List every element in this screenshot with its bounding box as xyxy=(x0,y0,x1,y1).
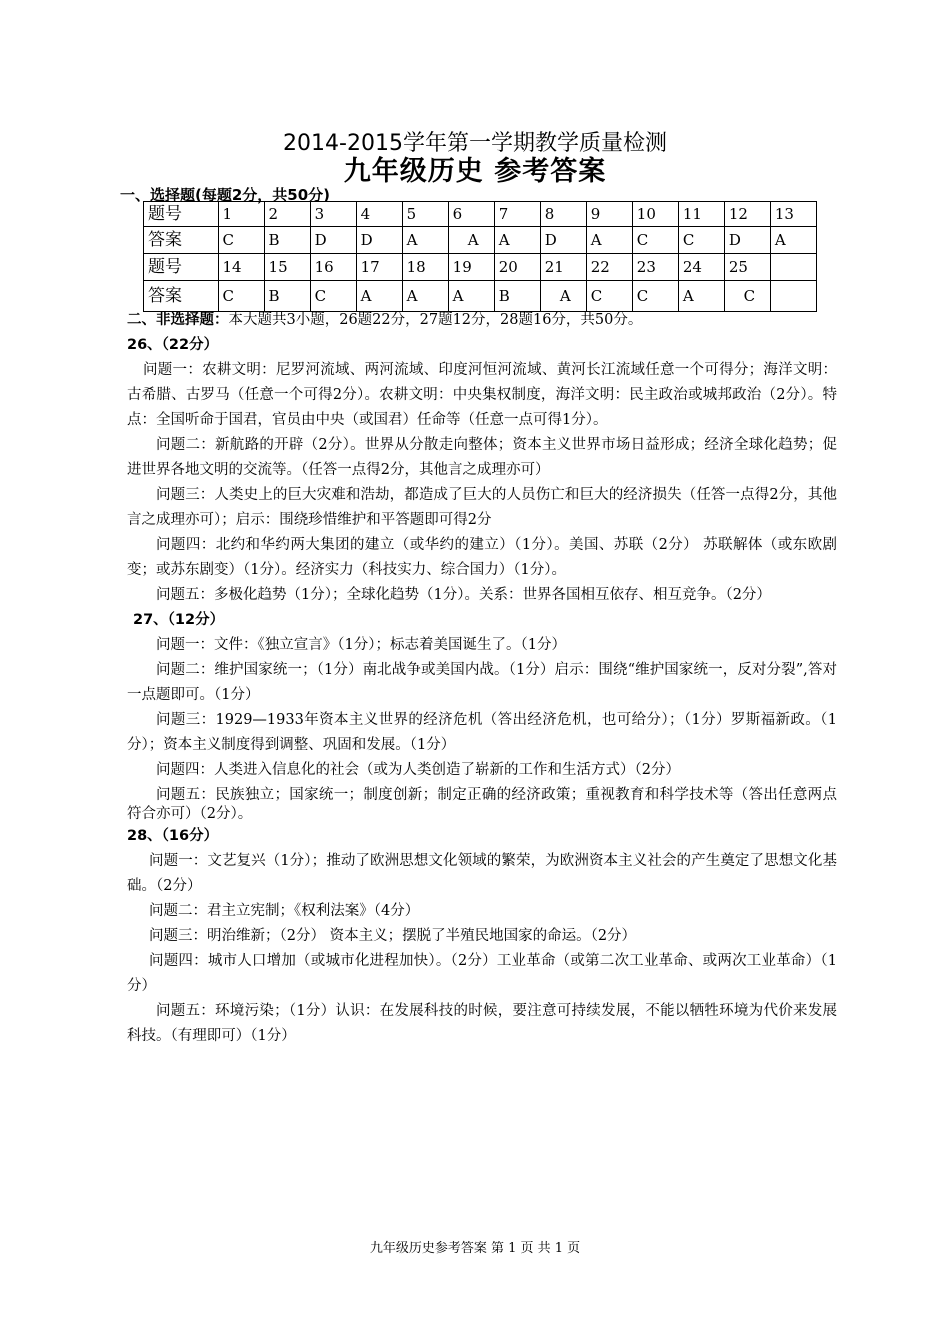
table-cell: B xyxy=(494,281,540,312)
table-cell: 答案 xyxy=(144,227,219,254)
q26-item-1: 问题一：农耕文明：尼罗河流域、两河流域、印度河恒河流域、黄河长江流域任意一个可得分；海洋文明：古希腊、古罗马（任意一个可得2分）。农耕文明：中央集权制度，海洋文明：民主政治或城邦政治（2分）。特点：全国听命于国君，官员由中央（或国君）任命等（任意一点可得1分）。 xyxy=(127,362,837,428)
table-cell: C xyxy=(218,227,264,254)
q26-item-4: 问题四：北约和华约两大集团的建立（或华约的建立）（1分）。美国、苏联（2分） 苏联解体（或东欧剧变；或苏东剧变）（1分）。经济实力（科技实力、综合国力）（1分）。 xyxy=(127,537,837,578)
table-cell: A xyxy=(678,281,724,312)
table-cell: 9 xyxy=(586,202,632,227)
table-cell: 1 xyxy=(218,202,264,227)
table-cell: 6 xyxy=(448,202,494,227)
table-cell: D xyxy=(310,227,356,254)
table-cell: C xyxy=(310,281,356,312)
table-cell: C xyxy=(218,281,264,312)
table-row xyxy=(144,254,817,281)
table-cell: D xyxy=(356,227,402,254)
table-cell: 20 xyxy=(494,254,540,281)
table-cell: 15 xyxy=(264,254,310,281)
q28-item-5: 问题五：环境污染；（1分）认识：在发展科技的时候，要注意可持续发展，不能以牺牲环境为代价来发展科技。（有理即可）（1分） xyxy=(127,1003,837,1044)
answer-body xyxy=(127,308,837,1049)
document-subtitle: 九年级历史 参考答案 xyxy=(343,156,607,187)
table-cell: A xyxy=(448,281,494,312)
document-title: 2014-2015学年第一学期教学质量检测 xyxy=(283,131,667,156)
table-cell: 23 xyxy=(632,254,678,281)
table-cell: A xyxy=(402,281,448,312)
table-cell: C xyxy=(632,227,678,254)
table-cell: 题号 xyxy=(144,202,219,227)
table-cell: 12 xyxy=(724,202,770,227)
table-cell: 题号 xyxy=(144,254,219,281)
table-cell: A xyxy=(494,227,540,254)
table-cell: B xyxy=(264,281,310,312)
q28-item-2: 问题二：君主立宪制；《权利法案》（4分） xyxy=(149,903,420,919)
table-cell: C xyxy=(724,281,770,312)
table-cell: A xyxy=(356,281,402,312)
table-row xyxy=(144,227,817,254)
section2-desc: 本大题共3小题，26题22分，27题12分，28题16分，共50分。 xyxy=(228,312,643,328)
table-cell: 21 xyxy=(540,254,586,281)
table-cell: B xyxy=(264,227,310,254)
table-cell: 13 xyxy=(770,202,816,227)
table-cell xyxy=(770,281,816,312)
table-cell: 4 xyxy=(356,202,402,227)
q27-item-4: 问题四：人类进入信息化的社会（或为人类创造了崭新的工作和生活方式）（2分） xyxy=(156,762,680,778)
table-cell: 8 xyxy=(540,202,586,227)
page-footer: 九年级历史参考答案 第 1 页 共 1 页 xyxy=(369,1241,581,1256)
table-cell: C xyxy=(678,227,724,254)
section2-label: 二、非选择题： xyxy=(127,312,229,328)
table-cell: 17 xyxy=(356,254,402,281)
q27-heading: 27、（12分） xyxy=(133,612,225,628)
table-cell: 5 xyxy=(402,202,448,227)
table-cell: A xyxy=(586,227,632,254)
section2-heading xyxy=(127,308,837,333)
q28-item-3: 问题三：明治维新；（2分） 资本主义；摆脱了半殖民地国家的命运。（2分） xyxy=(149,928,637,944)
table-cell: 11 xyxy=(678,202,724,227)
table-row xyxy=(144,202,817,227)
table-cell: 16 xyxy=(310,254,356,281)
table-cell: C xyxy=(632,281,678,312)
q26-item-2: 问题二：新航路的开辟（2分）。世界从分散走向整体；资本主义世界市场日益形成；经济全球化趋势；促进世界各地文明的交流等。（任答一点得2分，其他言之成理亦可） xyxy=(127,437,837,478)
table-cell: A xyxy=(402,227,448,254)
table-cell: 14 xyxy=(218,254,264,281)
q28-heading: 28、（16分） xyxy=(127,828,219,844)
table-cell: 19 xyxy=(448,254,494,281)
q28-item-4: 问题四：城市人口增加（或城市化进程加快）。（2分）工业革命（或第二次工业革命、或两次工业革命）（1分） xyxy=(127,953,837,994)
table-cell: D xyxy=(540,227,586,254)
q28-item-1: 问题一：文艺复兴（1分）；推动了欧洲思想文化领域的繁荣，为欧洲资本主义社会的产生奠定了思想文化基础。（2分） xyxy=(127,853,837,894)
table-cell: A xyxy=(448,227,494,254)
table-cell: 答案 xyxy=(144,281,219,312)
q27-item-2: 问题二：维护国家统一；（1分）南北战争或美国内战。（1分）启示：围绕“维护国家统一，反对分裂”,答对一点题即可。（1分） xyxy=(127,662,837,703)
table-cell: D xyxy=(724,227,770,254)
q27-item-5: 问题五：民族独立；国家统一；制度创新；制定正确的经济政策；重视教育和科学技术等（答出任意两点符合亦可）（2分）。 xyxy=(127,787,837,822)
table-cell: 7 xyxy=(494,202,540,227)
section1-heading: 一、选择题(每题2分，共50分) xyxy=(120,186,331,204)
q27-item-1: 问题一：文件：《独立宣言》（1分）；标志着美国诞生了。（1分） xyxy=(156,637,566,653)
table-cell: A xyxy=(770,227,816,254)
q26-item-3: 问题三：人类史上的巨大灾难和浩劫，都造成了巨大的人员伤亡和巨大的经济损失（任答一点得2分，其他言之成理亦可）；启示：围绕珍惜维护和平答题即可得2分 xyxy=(127,487,837,528)
table-cell: C xyxy=(586,281,632,312)
table-row xyxy=(144,281,817,312)
table-cell: 18 xyxy=(402,254,448,281)
table-cell: 10 xyxy=(632,202,678,227)
table-cell: 24 xyxy=(678,254,724,281)
table-cell: 3 xyxy=(310,202,356,227)
table-cell: 2 xyxy=(264,202,310,227)
answer-table xyxy=(143,201,817,312)
q26-item-5: 问题五：多极化趋势（1分）；全球化趋势（1分）。关系：世界各国相互依存、相互竞争。（2分） xyxy=(156,587,771,603)
table-cell: A xyxy=(540,281,586,312)
q26-heading: 26、（22分） xyxy=(127,337,219,353)
table-cell xyxy=(770,254,816,281)
table-cell: 22 xyxy=(586,254,632,281)
q27-item-3: 问题三：1929—1933年资本主义世界的经济危机（答出经济危机，也可给分）；（1分）罗斯福新政。（1分）；资本主义制度得到调整、巩固和发展。（1分） xyxy=(127,712,837,753)
table-cell: 25 xyxy=(724,254,770,281)
